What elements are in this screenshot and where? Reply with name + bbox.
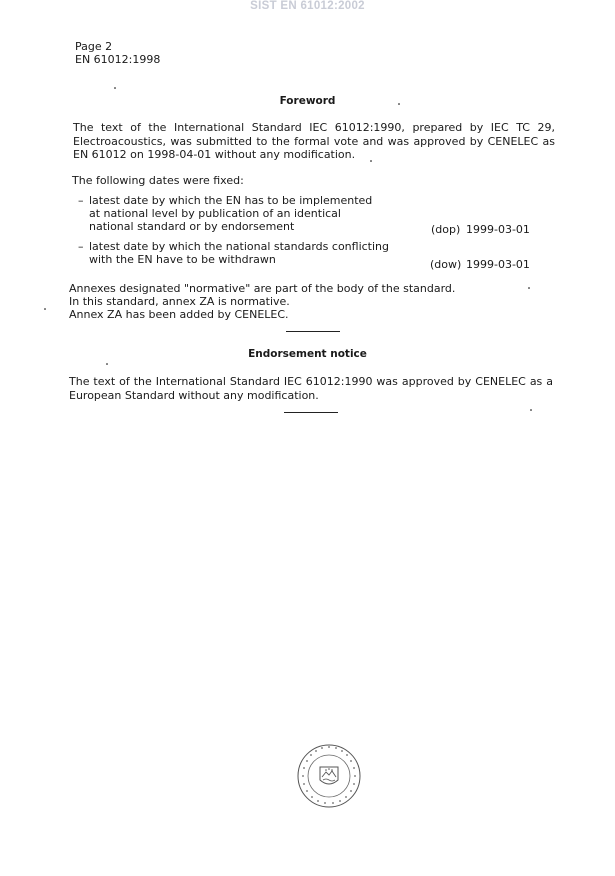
foreword-intro-line: Electroacoustics, was submitted to the formal vote and was approved by CENELEC as — [73, 134, 555, 148]
page-number: Page 2 — [75, 40, 113, 53]
dates-intro: The following dates were fixed: — [72, 174, 244, 187]
section-divider — [286, 331, 340, 332]
date-item-text: national standard or by endorsement — [89, 220, 295, 233]
end-divider — [284, 412, 338, 413]
date-value: 1999-03-01 — [466, 258, 530, 271]
endorsement-line: The text of the International Standard IEC 61012:1990 was approved by CENELEC as a — [69, 375, 553, 388]
scan-speck — [528, 287, 530, 289]
official-seal-stamp — [296, 743, 362, 809]
annex-note-line: Annexes designated "normative" are part of the body of the standard. — [69, 282, 456, 295]
scan-speck — [530, 409, 532, 411]
foreword-intro-line: The text of the International Standard IEC 61012:1990, prepared by IEC TC 29, — [73, 121, 555, 134]
date-item-text: at national level by publication of an identical — [89, 207, 341, 220]
annex-note-line: Annex ZA has been added by CENELEC. — [69, 308, 289, 321]
watermark: SIST EN 61012:2002 — [250, 0, 365, 12]
date-value: 1999-03-01 — [466, 223, 530, 236]
scan-speck — [398, 103, 400, 105]
endorsement-title: Endorsement notice — [248, 348, 367, 360]
date-item-text: latest date by which the EN has to be implemented — [89, 194, 373, 207]
annex-note-line: In this standard, annex ZA is normative. — [69, 295, 290, 308]
scan-speck — [370, 160, 372, 162]
foreword-title: Foreword — [279, 95, 336, 107]
endorsement-text — [69, 375, 553, 402]
foreword-intro — [73, 121, 555, 162]
endorsement-line: European Standard without any modification. — [69, 388, 319, 402]
scan-speck — [44, 308, 46, 310]
foreword-intro-line: EN 61012 on 1998-04-01 without any modification. — [73, 148, 356, 161]
document-id: EN 61012:1998 — [75, 53, 161, 66]
list-dash: – — [78, 240, 84, 253]
scan-speck — [114, 87, 116, 89]
date-item-text: latest date by which the national standards conflicting — [89, 240, 389, 253]
date-code: (dop) — [431, 223, 461, 236]
scan-speck — [106, 363, 108, 365]
date-item-text: with the EN have to be withdrawn — [89, 253, 276, 266]
date-code: (dow) — [430, 258, 462, 271]
list-dash: – — [78, 194, 84, 207]
